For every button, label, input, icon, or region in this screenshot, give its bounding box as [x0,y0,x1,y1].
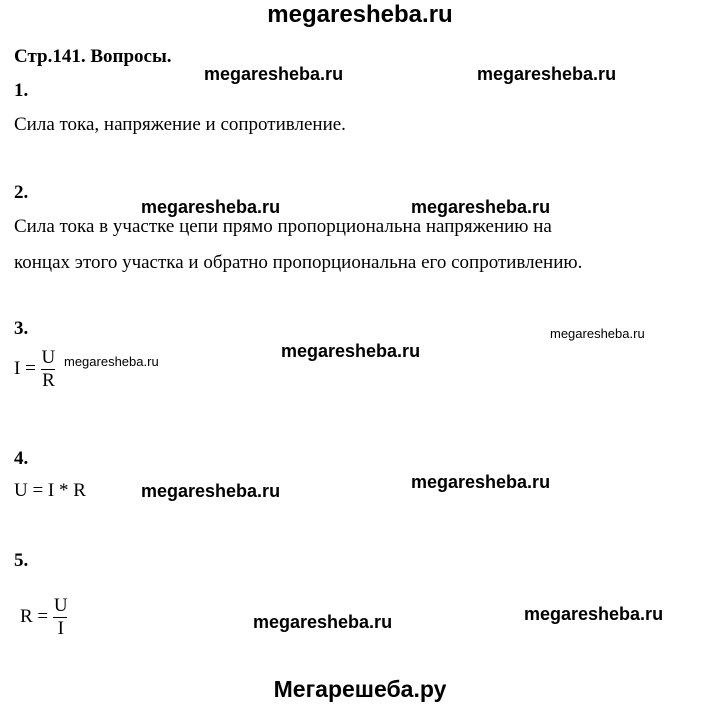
watermark: megaresheba.ru [411,472,551,492]
watermark: megaresheba.ru [253,612,393,632]
watermark: megaresheba.ru [141,197,281,217]
question-5-formula [20,596,69,639]
watermark: megaresheba.ru [204,64,344,84]
watermark: megaresheba.ru [141,481,281,501]
question-1-number: 1. [14,80,29,101]
page-title: Стр.141. Вопросы. [14,46,172,67]
fraction [41,348,57,391]
fraction-numerator: U [53,595,68,616]
fraction-denominator: R [42,370,55,391]
watermark: megaresheba.ru [411,197,551,217]
question-2-number: 2. [14,182,29,203]
question-2-answer-line-1: Сила тока в участке цепи прямо пропорциональна напряжению на [14,216,552,237]
fraction [53,596,69,639]
formula-lhs: I = [14,357,41,379]
watermark-small: megaresheba.ru [550,326,645,341]
watermark: megaresheba.ru [281,341,421,361]
question-1-answer: Сила тока, напряжение и сопротивление. [14,114,346,135]
question-3-formula [14,348,56,391]
watermark-small: megaresheba.ru [64,354,159,369]
site-footer: Мегарешеба.ру [273,676,447,702]
fraction-denominator: I [57,618,64,639]
site-header: megaresheba.ru [267,1,453,28]
question-4-number: 4. [14,448,29,469]
fraction-numerator: U [41,347,56,368]
watermark: megaresheba.ru [524,604,664,624]
question-3-number: 3. [14,318,29,339]
formula-lhs: R = [20,605,53,627]
question-5-number: 5. [14,550,29,571]
question-2-answer-line-2: концах этого участка и обратно пропорциональна его сопротивлению. [14,252,583,273]
watermark: megaresheba.ru [477,64,617,84]
question-4-formula: U = I * R [14,480,86,501]
